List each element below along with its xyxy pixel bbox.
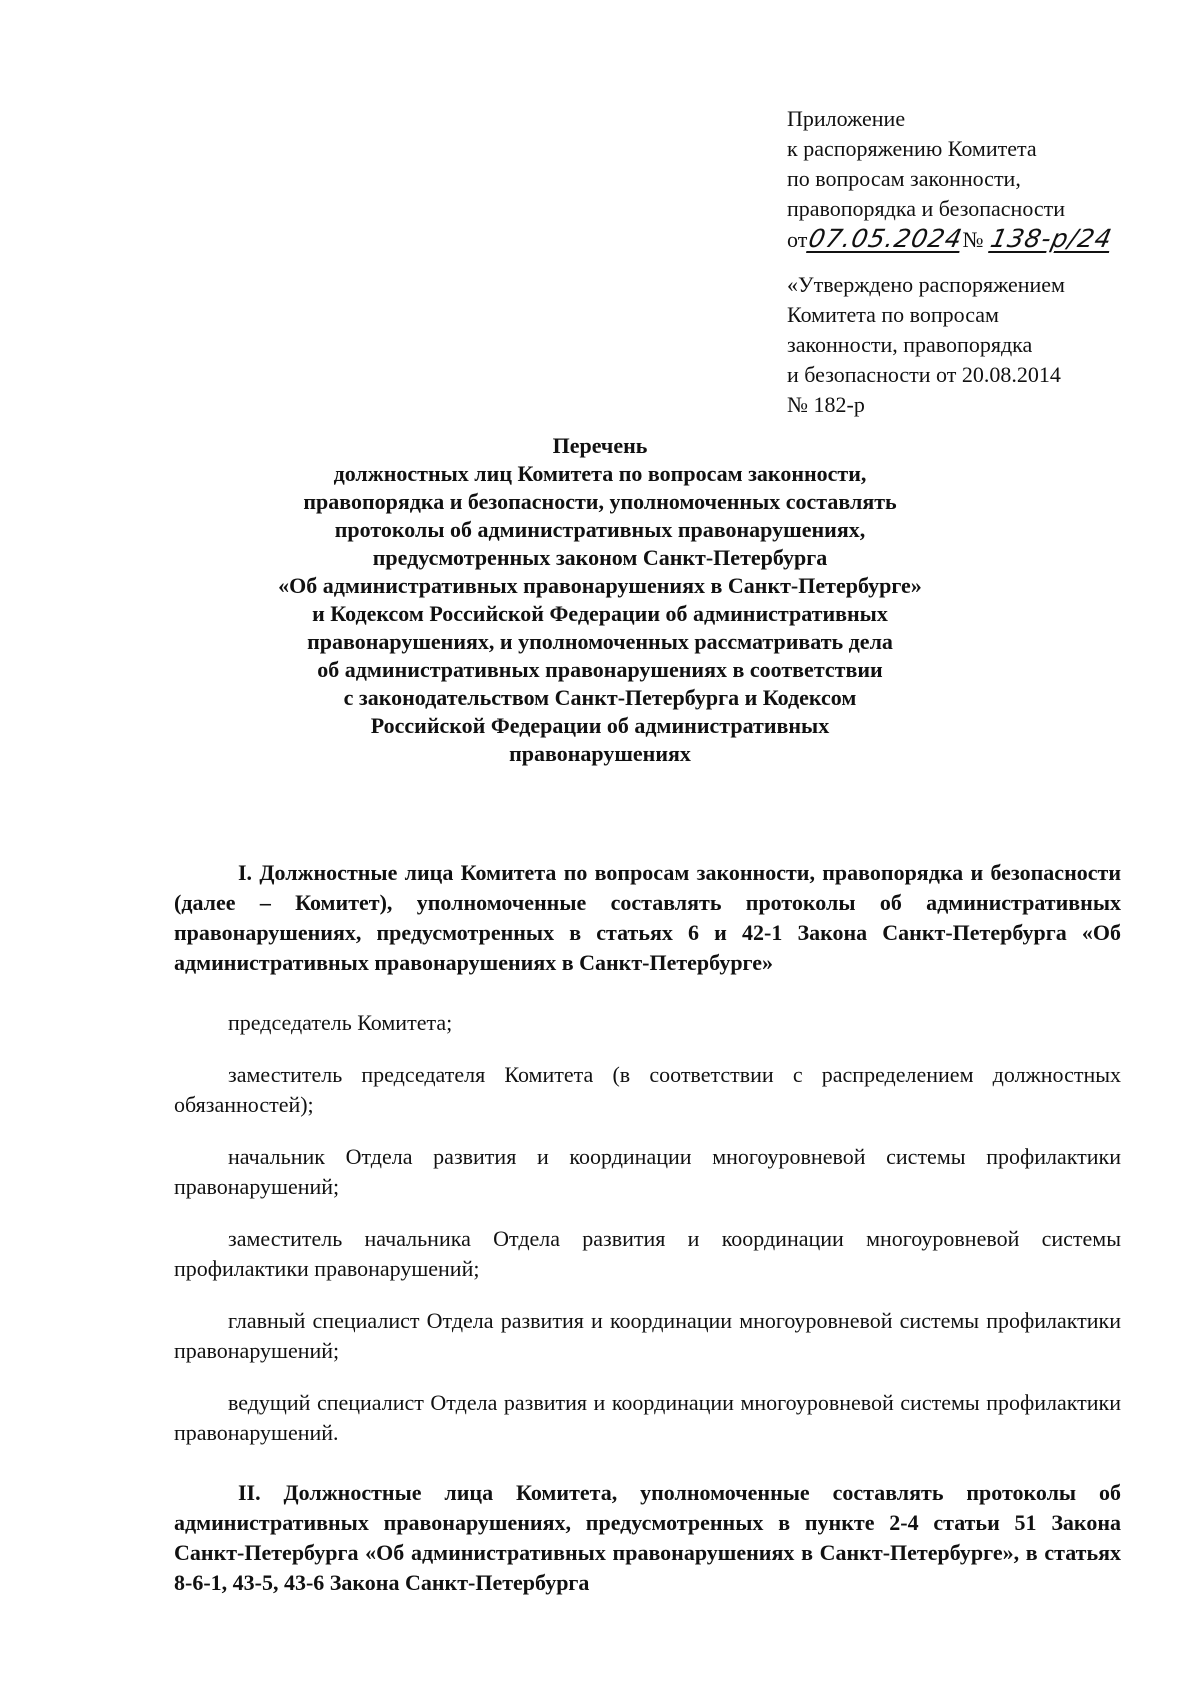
- title-line: протоколы об административных правонарушениях,: [334, 517, 866, 542]
- title-line: Перечень: [552, 433, 648, 458]
- section-1-item: начальник Отдела развития и координации многоуровневой системы профилактики правонарушений;: [174, 1144, 1121, 1199]
- number-label: №: [962, 227, 984, 252]
- appendix-line: по вопросам законности,: [787, 166, 1021, 191]
- title-line: правонарушениях: [509, 741, 691, 766]
- date-prefix: от: [787, 227, 808, 252]
- handwritten-date: 07.05.2024: [806, 224, 966, 253]
- section-1-item: ведущий специалист Отдела развития и координации многоуровневой системы профилактики правонарушений.: [174, 1390, 1121, 1445]
- section-1-item: председатель Комитета;: [228, 1010, 453, 1035]
- approved-line: № 182-р: [787, 392, 865, 417]
- title-line: «Об административных правонарушениях в Санкт-Петербурге»: [278, 573, 922, 598]
- approved-line: и безопасности от 20.08.2014: [787, 362, 1061, 387]
- appendix-line: правопорядка и безопасности: [787, 196, 1066, 221]
- approved-line: Комитета по вопросам: [787, 302, 999, 327]
- title-line: и Кодексом Российской Федерации об административных: [312, 601, 888, 626]
- appendix-line: к распоряжению Комитета: [787, 136, 1037, 161]
- document-body: [174, 858, 1121, 1598]
- title-line: предусмотренных законом Санкт-Петербурга: [372, 545, 828, 570]
- section-1-item: заместитель председателя Комитета (в соответствии с распределением должностных обязанностей);: [174, 1062, 1121, 1117]
- title-line: правонарушениях, и уполномоченных рассматривать дела: [307, 629, 893, 654]
- title-line: Российской Федерации об административных: [370, 713, 830, 738]
- title-line: правопорядка и безопасности, уполномоченных составлять: [303, 489, 897, 514]
- document-title: [200, 432, 1000, 768]
- section-1-item: главный специалист Отдела развития и координации многоуровневой системы профилактики правонарушений;: [174, 1308, 1121, 1363]
- section-1-heading: I. Должностные лица Комитета по вопросам законности, правопорядка и безопасности (далее – Комитет), уполномоченные составлять протоколы об административных правонарушениях, предусмотренных в статьях 6 и 42-1 Закона Санкт-Петербурга «Об административных правонарушениях в Санкт-Петербурге»: [174, 860, 1121, 975]
- appendix-line: Приложение: [787, 106, 906, 131]
- section-2-heading: II. Должностные лица Комитета, уполномоченные составлять протоколы об административных правонарушениях, предусмотренных в пункте 2-4 статьи 51 Закона Санкт-Петербурга «Об административных правонарушениях в Санкт-Петербурге», в статьях 8-6-1, 43-5, 43-6 Закона Санкт-Петербурга: [174, 1480, 1121, 1595]
- approved-line: законности, правопорядка: [787, 332, 1033, 357]
- title-line: должностных лиц Комитета по вопросам законности,: [333, 461, 867, 486]
- approved-block: [787, 270, 1187, 420]
- section-1-item: заместитель начальника Отдела развития и координации многоуровневой системы профилактики правонарушений;: [174, 1226, 1121, 1281]
- title-line: с законодательством Санкт-Петербурга и Кодексом: [343, 685, 857, 710]
- handwritten-number: 138-р/24: [988, 224, 1116, 253]
- title-line: об административных правонарушениях в соответствии: [317, 657, 883, 682]
- appendix-block: [787, 104, 1187, 255]
- approved-line: «Утверждено распоряжением: [787, 272, 1065, 297]
- appendix-date-number-line: [787, 224, 1187, 255]
